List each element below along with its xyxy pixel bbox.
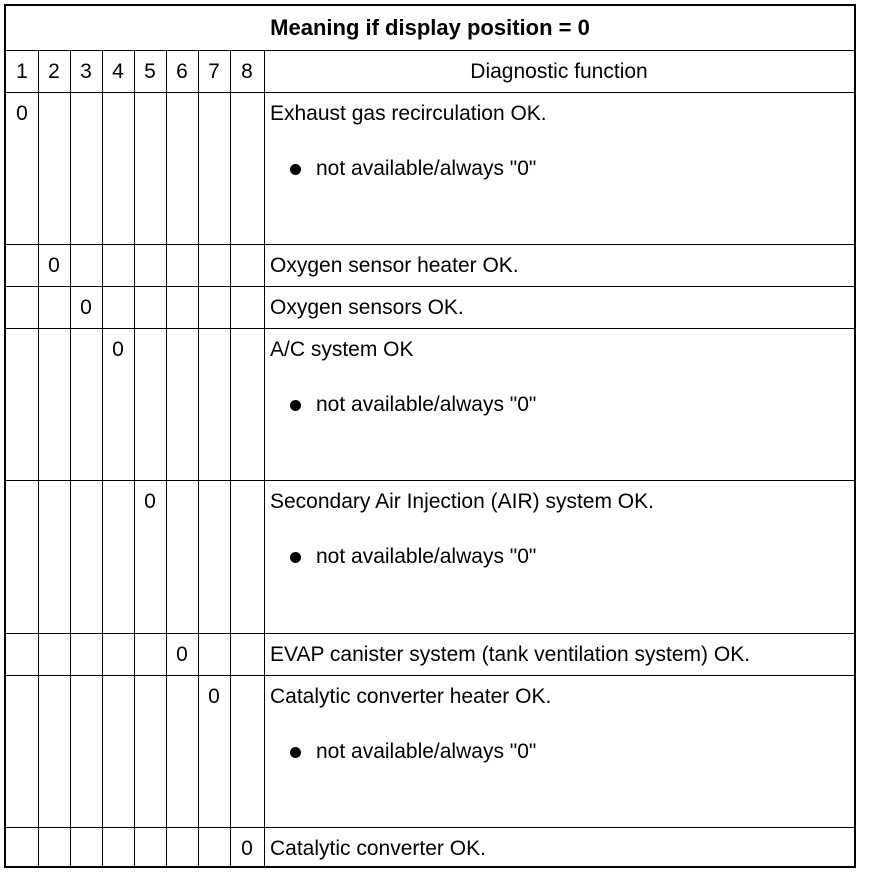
function-text: Oxygen sensor heater OK. xyxy=(270,254,519,277)
position-value-5: 0 xyxy=(144,490,156,513)
diagnostic-table xyxy=(4,4,856,868)
column-header-2: 2 xyxy=(48,60,60,83)
column-divider xyxy=(166,50,167,866)
bullet-icon xyxy=(290,552,301,563)
column-header-7: 7 xyxy=(208,60,220,83)
column-divider xyxy=(264,50,265,866)
function-text: Secondary Air Injection (AIR) system OK. xyxy=(270,490,654,513)
position-value-4: 0 xyxy=(112,338,124,361)
column-header-5: 5 xyxy=(144,60,156,83)
column-header-8: 8 xyxy=(241,60,253,83)
function-text: EVAP canister system (tank ventilation system) OK. xyxy=(270,643,751,666)
position-value-7: 0 xyxy=(208,685,220,708)
column-divider xyxy=(70,50,71,866)
position-value-3: 0 xyxy=(80,296,92,319)
function-text: Catalytic converter heater OK. xyxy=(270,685,552,708)
column-divider xyxy=(230,50,231,866)
availability-note: not available/always "0" xyxy=(316,740,537,763)
function-text: Oxygen sensors OK. xyxy=(270,296,464,319)
position-value-2: 0 xyxy=(48,254,60,277)
bullet-icon xyxy=(290,400,301,411)
function-text: A/C system OK xyxy=(270,338,414,361)
bullet-icon xyxy=(290,164,301,175)
bullet-icon xyxy=(290,747,301,758)
availability-note: not available/always "0" xyxy=(316,157,537,180)
function-text: Exhaust gas recirculation OK. xyxy=(270,102,547,125)
column-divider xyxy=(38,50,39,866)
table-title: Meaning if display position = 0 xyxy=(270,15,590,40)
column-header-6: 6 xyxy=(176,60,188,83)
column-header-1: 1 xyxy=(16,60,28,83)
function-header: Diagnostic function xyxy=(470,60,648,83)
availability-note: not available/always "0" xyxy=(316,393,537,416)
position-value-1: 0 xyxy=(16,102,28,125)
column-header-4: 4 xyxy=(112,60,124,83)
column-header-3: 3 xyxy=(80,60,92,83)
function-text: Catalytic converter OK. xyxy=(270,837,486,860)
column-divider xyxy=(102,50,103,866)
position-value-6: 0 xyxy=(176,643,188,666)
availability-note: not available/always "0" xyxy=(316,545,537,568)
column-divider xyxy=(134,50,135,866)
column-divider xyxy=(198,50,199,866)
position-value-8: 0 xyxy=(241,837,253,860)
